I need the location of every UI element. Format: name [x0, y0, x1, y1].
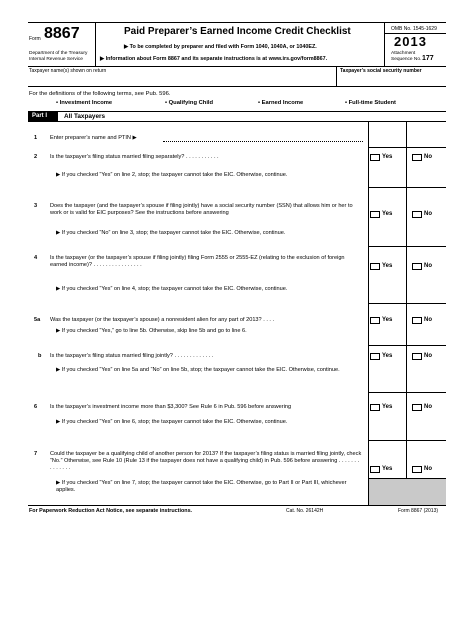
taxpayer-ssn-label: Taxpayer’s social security number [340, 68, 422, 74]
shaded-answer-area [369, 479, 446, 505]
taxpayer-name-label: Taxpayer name(s) shown on return [29, 68, 107, 74]
line-3-text: Does the taxpayer (and the taxpayer’s spouse if filing jointly) have a social security number (SSN) that allows him or her to work or is valid for EIC purposes? See the instructions before answering [50, 203, 353, 216]
line-7-note: ▶ If you checked “Yes” on line 7, stop; the taxpayer cannot take the EIC. Otherwise, go to Part II or Part III, whichever applies. [56, 480, 347, 493]
line-7-no-checkbox[interactable] [412, 466, 422, 473]
line-6-note: ▶ If you checked “Yes” on line 6, stop; the taxpayer cannot take the EIC. Otherwise, continue. [56, 419, 288, 425]
sequence-number: 177 [422, 55, 434, 62]
line-5a-answer-rule [368, 345, 446, 346]
line-6-yes-checkbox[interactable] [370, 404, 380, 411]
line-6-no-label: No [424, 404, 432, 410]
term-label: Full-time Student [348, 100, 396, 106]
tax-year: 2013 [394, 34, 427, 49]
line-2-text: Is the taxpayer’s filing status married filing separately? . . . . . . . . . . . [50, 154, 219, 160]
line-7-number: 7 [34, 451, 38, 457]
line-5b-no-label: No [424, 353, 432, 359]
form-number: 8867 [44, 25, 80, 42]
line-3-note: ▶ If you checked “No” on line 3, stop; the taxpayer cannot take the EIC. Otherwise, continue. [56, 230, 286, 236]
line-1-text: Enter preparer’s name and PTIN ▶ [50, 135, 137, 141]
line-3-answer-rule [368, 246, 446, 247]
line-3-yes-checkbox[interactable] [370, 211, 380, 218]
definitions-intro: For the definitions of the following terms, see Pub. 596. [29, 91, 171, 97]
line-5b-yes-label: Yes [382, 353, 393, 359]
instruction-line-2: ▶ Information about Form 8867 and its separate instructions is at www.irs.gov/form8867. [100, 56, 328, 62]
part1-top-rule [28, 111, 446, 112]
header-bottom-rule [28, 66, 446, 67]
line-6-yes-label: Yes [382, 404, 393, 410]
line-6-number: 6 [34, 404, 38, 410]
line-5b-answer-rule [368, 392, 446, 393]
answer-column-divider-left [368, 121, 369, 505]
line-4-yes-checkbox[interactable] [370, 263, 380, 270]
line-5a-yes-checkbox[interactable] [370, 317, 380, 324]
line-5a-no-label: No [424, 317, 432, 323]
line-4-no-checkbox[interactable] [412, 263, 422, 270]
term-qualifying-child: • Qualifying Child [165, 100, 214, 106]
part1-bottom-rule [28, 121, 446, 122]
line-5b-no-checkbox[interactable] [412, 353, 422, 360]
line-2-no-checkbox[interactable] [412, 154, 422, 161]
line-2-number: 2 [34, 154, 38, 160]
line-6-answer-rule [368, 440, 446, 441]
line-5b-note: ▶ If you checked “Yes” on line 5a and “No” on line 5b, stop; the taxpayer cannot take the EIC. Otherwise, continue. [56, 367, 340, 373]
instruction-line-1: ▶ To be completed by preparer and filed with Form 1040, 1040A, or 1040EZ. [124, 44, 317, 50]
ssn-divider [336, 66, 337, 86]
line-4-answer-rule [368, 303, 446, 304]
header-left-divider [95, 22, 96, 66]
line-5a-no-checkbox[interactable] [412, 317, 422, 324]
paperwork-notice: For Paperwork Reduction Act Notice, see separate instructions. [29, 508, 193, 514]
department-line-2: Internal Revenue Service [29, 57, 83, 62]
preparer-name-ptin-field[interactable] [163, 141, 363, 142]
header-right-divider [384, 22, 385, 66]
line-4-yes-label: Yes [382, 263, 393, 269]
department-line-1: Department of the Treasury [29, 51, 88, 56]
line-3-no-checkbox[interactable] [412, 211, 422, 218]
line-7-yes-checkbox[interactable] [370, 466, 380, 473]
line-2-yes-checkbox[interactable] [370, 154, 380, 161]
line-2-answer-rule [368, 187, 446, 188]
line-5b-text: Is the taxpayer’s filing status married filing jointly? . . . . . . . . . . . . . [50, 353, 214, 359]
taxpayer-ssn-field[interactable] [338, 75, 444, 85]
term-label: Investment Income [59, 100, 113, 106]
line-2-no-label: No [424, 154, 432, 160]
footer-top-rule [28, 505, 446, 506]
form-word: Form [29, 36, 41, 42]
line-4-no-label: No [424, 263, 432, 269]
line-6-text: Is the taxpayer’s investment income more than $3,300? See Rule 6 in Pub. 596 before answering [50, 404, 292, 410]
line-7-yes-label: Yes [382, 466, 393, 472]
line-3-number: 3 [34, 203, 38, 209]
line-5b-number: b [38, 353, 42, 359]
line-5a-text: Was the taxpayer (or the taxpayer’s spouse) a nonresident alien for any part of 2013? . . . . [50, 317, 275, 323]
term-full-time-student: • Full-time Student [345, 100, 396, 106]
omb-number: OMB No. 1545-1629 [391, 26, 437, 32]
line-5a-number: 5a [34, 317, 41, 323]
line-5a-note: ▶ If you checked “Yes,” go to line 5b. Otherwise, skip line 5b and go to line 6. [56, 328, 247, 334]
line-1-answer-rule [368, 147, 446, 148]
line-5a-yes-label: Yes [382, 317, 393, 323]
line-7-no-label: No [424, 466, 432, 472]
line-4-note: ▶ If you checked “Yes” on line 4, stop; the taxpayer cannot take the EIC. Otherwise, continue. [56, 286, 288, 292]
line-2-yes-label: Yes [382, 154, 393, 160]
term-earned-income: • Earned Income [258, 100, 304, 106]
line-4-number: 4 [34, 255, 38, 261]
line-4-text: Is the taxpayer (or the taxpayer’s spouse if filing jointly) filing Form 2555 or 2555-EZ (relating to the exclusion of foreign earned income)? . . . . . . . . . . . . . . . . [50, 255, 345, 268]
term-label: Earned Income [261, 100, 304, 106]
form-reference: Form 8867 (2013) [398, 508, 439, 514]
catalog-number: Cat. No. 26142H [286, 508, 324, 514]
attachment-label: Attachment [391, 51, 416, 56]
line-1-number: 1 [34, 135, 38, 141]
line-2-note: ▶ If you checked “Yes” on line 2, stop; the taxpayer cannot take the EIC. Otherwise, continue. [56, 172, 288, 178]
term-investment-income: • Investment Income [56, 100, 113, 106]
form-title: Paid Preparer’s Earned Income Credit Checklist [124, 26, 351, 37]
line-3-no-label: No [424, 211, 432, 217]
line-5b-yes-checkbox[interactable] [370, 353, 380, 360]
line-7-text: Could the taxpayer be a qualifying child of another person for 2013? If the taxpayer’s filing status is married filing jointly, check “No.” Otherwise, see Rule 10 (Rule 13 if the taxpayer does not have a qualifying child) in Pub. 596 before answering . . . . . . . . . . . . . . [50, 451, 362, 471]
part1-title: All Taxpayers [64, 113, 106, 120]
line-3-yes-label: Yes [382, 211, 393, 217]
term-label: Qualifying Child [168, 100, 214, 106]
line-6-no-checkbox[interactable] [412, 404, 422, 411]
taxpayer-name-field[interactable] [29, 75, 334, 85]
part1-label: Part I [28, 112, 58, 121]
answer-column-divider-right [406, 121, 407, 505]
name-row-bottom-rule [28, 86, 446, 87]
sequence-label: Sequence No. [391, 57, 422, 62]
